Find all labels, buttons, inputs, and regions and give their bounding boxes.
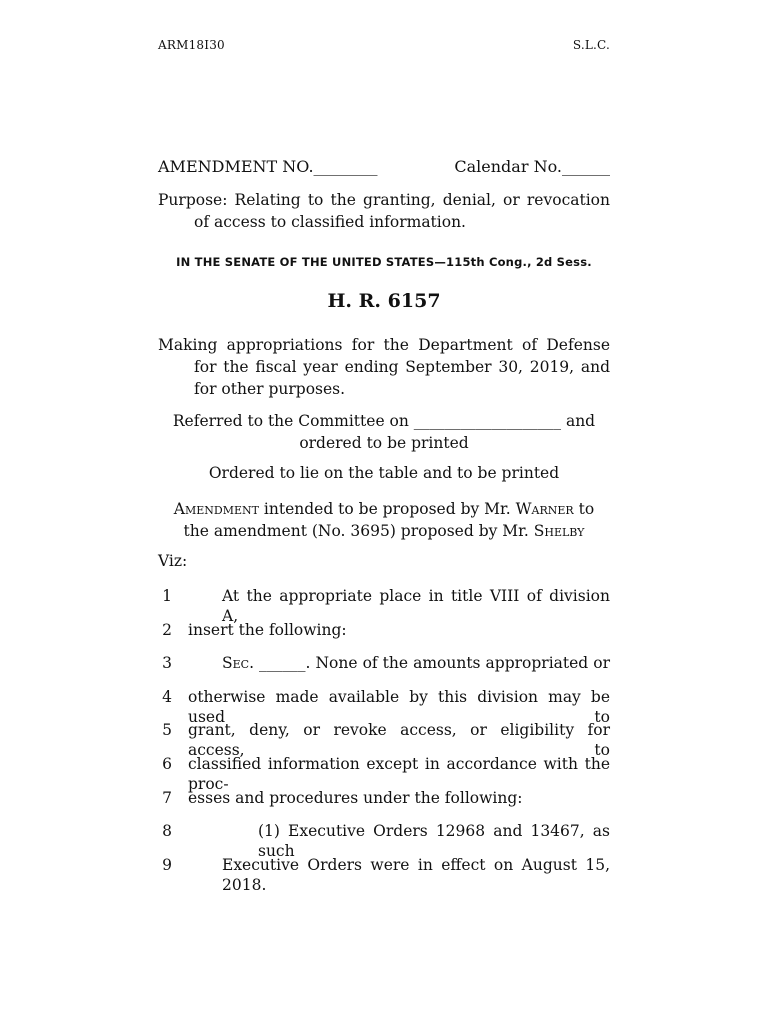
calendar-number: Calendar No.______ xyxy=(454,157,610,176)
section-text: ______. None of the amounts appropriated or xyxy=(254,654,610,672)
amendment-word: Amendment xyxy=(173,500,259,518)
amendment-intro-text-1: intended to be proposed by Mr. xyxy=(258,500,516,518)
amendment-intro xyxy=(158,498,610,542)
line-text: grant, deny, or revoke access, or eligibility for access, to xyxy=(188,721,610,759)
line-text: esses and procedures under the following: xyxy=(188,789,523,807)
line-number: 9 xyxy=(162,856,172,874)
amendment-intro-line-2 xyxy=(158,520,610,542)
line-text: At the appropriate place in title VIII of division A, xyxy=(222,587,610,625)
line-text: otherwise made available by this division may be used to xyxy=(188,688,610,726)
purpose-text: Purpose: Relating to the granting, denial, or revocation of access to classified information. xyxy=(158,191,610,231)
line-text xyxy=(188,653,610,673)
senate-heading: IN THE SENATE OF THE UNITED STATES—115th Cong., 2d Sess. xyxy=(176,255,592,269)
amendment-intro-text-2: to xyxy=(573,500,595,518)
office-code: S.L.C. xyxy=(572,38,610,52)
line-number: 8 xyxy=(162,822,172,840)
text-line xyxy=(0,687,768,726)
text-line xyxy=(0,620,768,654)
line-text: classified information except in accordance with the proc- xyxy=(188,755,610,793)
amendment-intro-line-1 xyxy=(158,498,610,520)
ordered-note: Ordered to lie on the table and to be printed xyxy=(208,464,560,482)
purpose-statement xyxy=(158,189,610,233)
line-number: 2 xyxy=(162,621,172,639)
text-line xyxy=(0,754,768,793)
viz-label: Viz: xyxy=(158,552,188,570)
line-number: 1 xyxy=(162,587,172,605)
document-id: ARM18I30 xyxy=(158,38,225,52)
proposer-name: Shelby xyxy=(533,522,585,540)
line-number: 6 xyxy=(162,755,172,773)
line-number: 7 xyxy=(162,789,172,807)
line-text: Executive Orders were in effect on August 15, 2018. xyxy=(222,856,610,894)
line-number: 5 xyxy=(162,721,172,739)
amendment-number-row xyxy=(158,157,610,176)
line-text: insert the following: xyxy=(188,621,347,639)
referral-note xyxy=(158,410,610,454)
text-line xyxy=(0,720,768,759)
sponsor-name: Warner xyxy=(515,500,574,518)
bill-number: H. R. 6157 xyxy=(327,290,441,312)
text-line xyxy=(0,821,768,860)
referral-line-2: ordered to be printed xyxy=(299,434,469,452)
referral-line-1: Referred to the Committee on ___________________ and xyxy=(172,412,596,430)
text-line xyxy=(0,788,768,822)
section-label: Sec. xyxy=(222,654,254,672)
amendment-intro-text-3: the amendment (No. 3695) proposed by Mr. xyxy=(183,522,534,540)
line-number: 3 xyxy=(162,654,172,672)
text-line xyxy=(0,586,768,625)
text-line xyxy=(0,653,768,687)
amendment-number: AMENDMENT NO.________ xyxy=(158,157,378,176)
text-line xyxy=(0,855,768,894)
bill-title: Making appropriations for the Department of Defense for the fiscal year ending September 30, 2019, and for other purposes. xyxy=(158,336,610,398)
line-text: (1) Executive Orders 12968 and 13467, as such xyxy=(258,822,610,860)
line-number: 4 xyxy=(162,688,172,706)
